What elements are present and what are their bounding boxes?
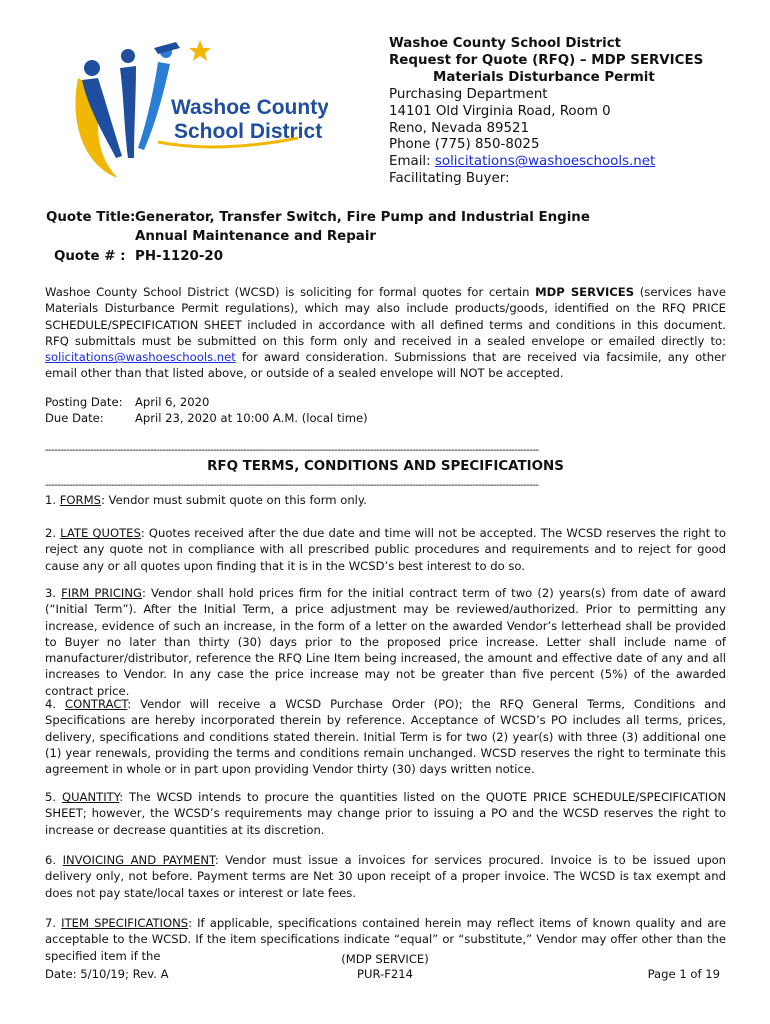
logo-figure-head-2 [121, 49, 135, 63]
intro-text-1: Washoe County School District (WCSD) is soliciting for formal quotes for certain [45, 285, 536, 299]
district-logo [58, 38, 328, 188]
posting-date-value: April 6, 2020 [135, 395, 210, 409]
header-phone: Phone (775) 850-8025 [389, 137, 540, 153]
posting-date-row [45, 394, 209, 410]
term-item [45, 789, 726, 838]
term-item [45, 852, 726, 901]
term-number: 7. [45, 916, 62, 930]
logo-text-line2: School District [174, 120, 323, 143]
quote-title-line1: Generator, Transfer Switch, Fire Pump and Industrial Engine [135, 210, 590, 225]
logo-graphic-icon [58, 38, 328, 188]
header-district-name: Washoe County School District [389, 36, 622, 51]
term-heading: QUANTITY [61, 790, 120, 804]
intro-paragraph [45, 284, 726, 382]
logo-figure-body-3 [138, 62, 170, 150]
divider-top: -------------------------------------------------------------------------------------------------------------------------------------------------------------------- [45, 446, 539, 456]
section-title: RFQ TERMS, CONDITIONS AND SPECIFICATIONS [207, 459, 564, 474]
term-text: : Vendor must issue a invoices for services procured. Invoice is to be issued upon delivery only, not before. Payment terms are Net 30 upon receipt of a proper invoice. The WCSD is tax exempt and does not pay state/local taxes or interest or late fees. [45, 853, 727, 900]
quote-title-label: Quote Title: [46, 210, 136, 225]
header-permit-title: Materials Disturbance Permit [433, 69, 655, 85]
term-number: 2. [45, 526, 61, 540]
term-heading: CONTRACT [65, 697, 128, 711]
header-address-line1: 14101 Old Virginia Road, Room 0 [389, 103, 611, 119]
term-number: 1. [45, 493, 60, 507]
footer-page-number: Page 1 of 19 [647, 967, 720, 981]
term-heading: FORMS [59, 493, 101, 507]
term-heading: ITEM SPECIFICATIONS [61, 916, 189, 930]
intro-bold-services: MDP SERVICES [535, 285, 635, 299]
due-date-value: April 23, 2020 at 10:00 A.M. (local time) [135, 411, 368, 425]
term-item [45, 525, 726, 574]
quote-number: PH-1120-20 [135, 249, 224, 264]
header-buyer: Facilitating Buyer: [389, 171, 510, 187]
intro-text-3: for award consideration. Submissions that are received via facsimile, any other email other than that listed above, or outside of a sealed envelope will NOT be accepted. [45, 350, 726, 381]
term-item [45, 492, 726, 508]
intro-text-2: (services have Materials Disturbance Permit regulations), which may also include products/goods, identified on the RFQ PRICE SCHEDULE/SPECIFICATION SHEET included in accordance with all defined terms and conditions in this document. RFQ submittals must be submitted on this form only and received in a sealed envelope or emailed directly to: [45, 285, 726, 348]
term-number: 5. [45, 790, 62, 804]
term-number: 3. [45, 586, 62, 600]
intro-email-link[interactable]: solicitations@washoeschools.net [45, 350, 236, 365]
term-number: 6. [45, 853, 63, 867]
quote-title-line2: Annual Maintenance and Repair [135, 229, 377, 244]
term-text: : The WCSD intends to procure the quantities listed on the QUOTE PRICE SCHEDULE/SPECIFICATION SHEET; however, the WCSD’s requirements may change prior to issuing a PO and the WCSD reserves the right to increase or decrease quantities at its discretion. [45, 790, 726, 837]
term-text: : If applicable, specifications contained herein may reflect items of known quality and are acceptable to the WCSD. If the item specifications indicate “equal” or “substitute,” Vendor may offer other than the specified item if the [45, 916, 727, 963]
header-rfq-title: Request for Quote (RFQ) – MDP SERVICES [389, 52, 704, 68]
term-text: : Vendor will receive a WCSD Purchase Order (PO); the RFQ General Terms, Conditions and Specifications are hereby incorporated therein by reference. Acceptance of WCSD’s PO includes all terms, prices, delivery, specifications and conditions stated therein. Initial Term is for two (2) year(s) with three (3) additional one (1) year renewals, providing the terms and conditions remain unchanged. WCSD reserves the right to terminate this agreement in whole or in part upon providing Vendor thirty (30) days written notice. [45, 697, 726, 777]
term-item [45, 696, 726, 777]
header-email-label: Email: [389, 154, 435, 170]
logo-figure-head-1 [84, 60, 100, 76]
term-heading: LATE QUOTES [60, 526, 141, 540]
header-email-row [389, 154, 749, 171]
posting-date-label: Posting Date: [45, 395, 123, 409]
term-text: : Quotes received after the due date and time will not be accepted. The WCSD reserves the right to reject any quote not in compliance with all prescribed public procedures and requirements and to reject for good cause any or all quotes upon finding that it is in the WCSD’s best interest to do so. [45, 526, 727, 573]
divider-bottom: -------------------------------------------------------------------------------------------------------------------------------------------------------------------- [45, 481, 539, 491]
term-item [45, 585, 726, 699]
due-date-label: Due Date: [45, 411, 104, 425]
header-address-line2: Reno, Nevada 89521 [389, 120, 530, 136]
logo-text-line1: Washoe County [171, 96, 328, 119]
term-text: : Vendor shall hold prices firm for the initial contract term of two (2) years(s) from date of award (“Initial Term”). After the Initial Term, a price adjustment may be reviewed/authorized. Prior to permitting any increase, evidence of such an increase, in the form of a letter on the awarded Vendor’s letterhead shall be provided to Buyer no later than thirty (30) days prior to the proposed price increase. Letter shall include name of manufacturer/distributor, reference the RFQ Line Item being increased, the amount and effective date of any and all increases to Vendor. In any case the price increase may not be greater than five percent (5%) of the awarded contract price. [45, 586, 726, 698]
header-department: Purchasing Department [389, 86, 548, 102]
term-heading: INVOICING AND PAYMENT [62, 853, 215, 867]
logo-figure-body-2 [120, 66, 136, 158]
footer-form-type: (MDP SERVICE) [341, 952, 429, 966]
quote-number-label: Quote # : [54, 249, 126, 264]
footer-form-number: PUR-F214 [356, 967, 414, 981]
header-email-link[interactable]: solicitations@washoeschools.net [434, 154, 656, 170]
term-heading: FIRM PRICING [61, 586, 142, 600]
footer-date-rev: Date: 5/10/19; Rev. A [45, 967, 169, 981]
document-header [389, 36, 749, 188]
star-icon [189, 40, 211, 61]
due-date-row [45, 410, 368, 426]
term-text: : Vendor must submit quote on this form only. [100, 493, 367, 507]
term-number: 4. [45, 697, 66, 711]
